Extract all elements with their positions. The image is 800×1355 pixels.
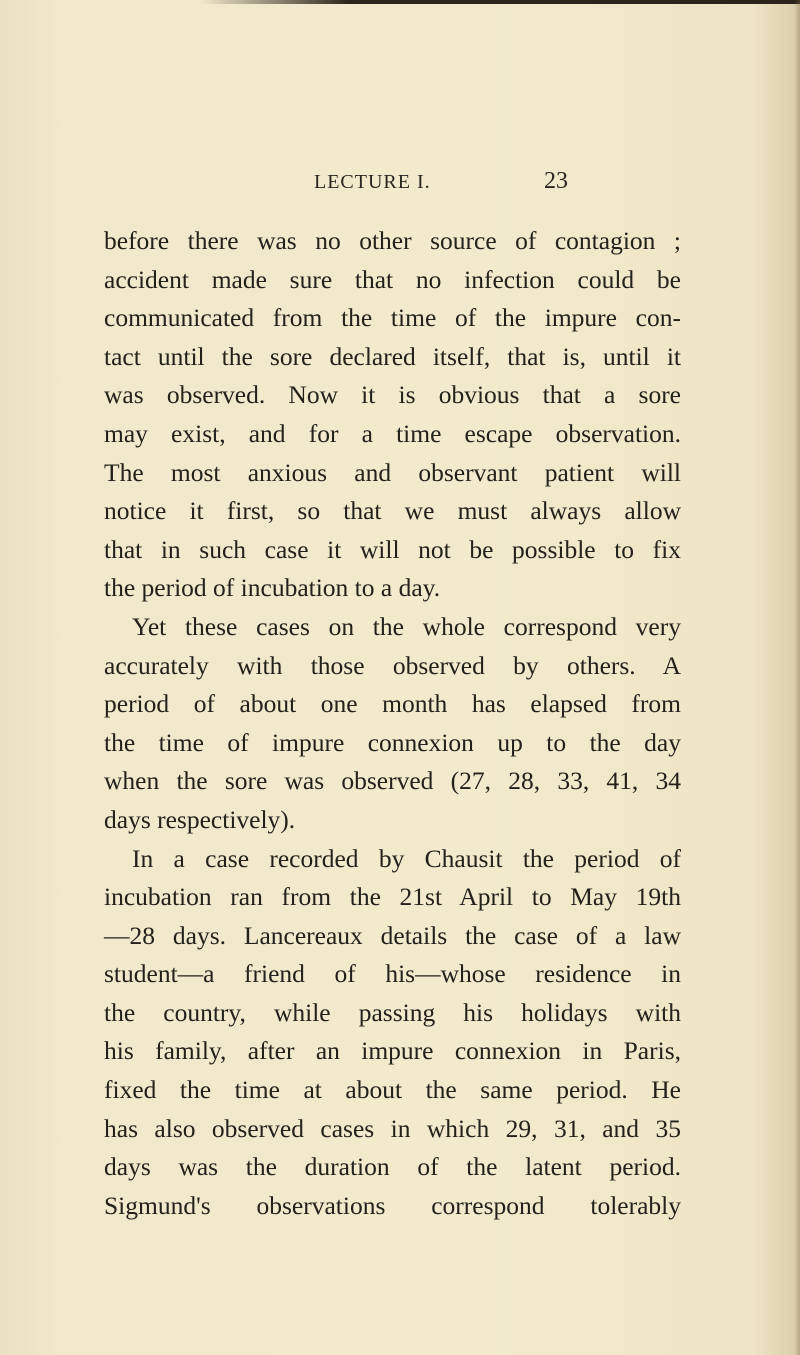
text-line: fixed the time at about the same period. He	[104, 1075, 681, 1105]
body-text	[104, 222, 681, 1225]
text-line: Sigmund's observations correspond tolerably	[104, 1190, 681, 1220]
text-line: incubation ran from the 21st April to May 19th	[104, 882, 681, 912]
text-line: accurately with those observed by others. A	[104, 650, 681, 680]
text-line: when the sore was observed (27, 28, 33, 41, 34	[104, 766, 681, 796]
text-line: may exist, and for a time escape observation.	[104, 418, 681, 448]
text-line: days respectively).	[104, 804, 296, 834]
text-line: the time of impure connexion up to the day	[104, 727, 681, 757]
text-line: student—a friend of his—whose residence in	[104, 959, 681, 989]
text-line: In a case recorded by Chausit the period of	[132, 843, 681, 873]
text-line: that in such case it will not be possible to fix	[104, 534, 681, 564]
running-head: LECTURE I.	[314, 171, 431, 193]
text-line: accident made sure that no infection could be	[104, 264, 681, 294]
page-number: 23	[544, 168, 568, 194]
page-header	[246, 168, 568, 199]
text-line: days was the duration of the latent period.	[104, 1152, 681, 1182]
text-line: period of about one month has elapsed from	[104, 689, 681, 719]
text-line: the period of incubation to a day.	[104, 573, 441, 603]
text-line: before there was no other source of contagion ;	[104, 226, 681, 255]
text-line: has also observed cases in which 29, 31, and 35	[104, 1113, 681, 1143]
text-line: notice it first, so that we must always allow	[104, 496, 681, 526]
text-line: —28 days. Lancereaux details the case of a law	[104, 920, 681, 950]
page-top-edge-shadow	[200, 0, 800, 4]
text-line: communicated from the time of the impure con-	[104, 303, 681, 333]
text-line: The most anxious and observant patient will	[104, 457, 681, 487]
text-line: his family, after an impure connexion in Paris,	[104, 1036, 681, 1066]
text-line: Yet these cases on the whole correspond very	[132, 611, 681, 641]
text-line: the country, while passing his holidays with	[104, 997, 681, 1027]
text-line: was observed. Now it is obvious that a sore	[104, 380, 681, 410]
page-right-edge-shadow	[794, 0, 800, 1355]
text-line: tact until the sore declared itself, that is, until it	[104, 341, 681, 371]
